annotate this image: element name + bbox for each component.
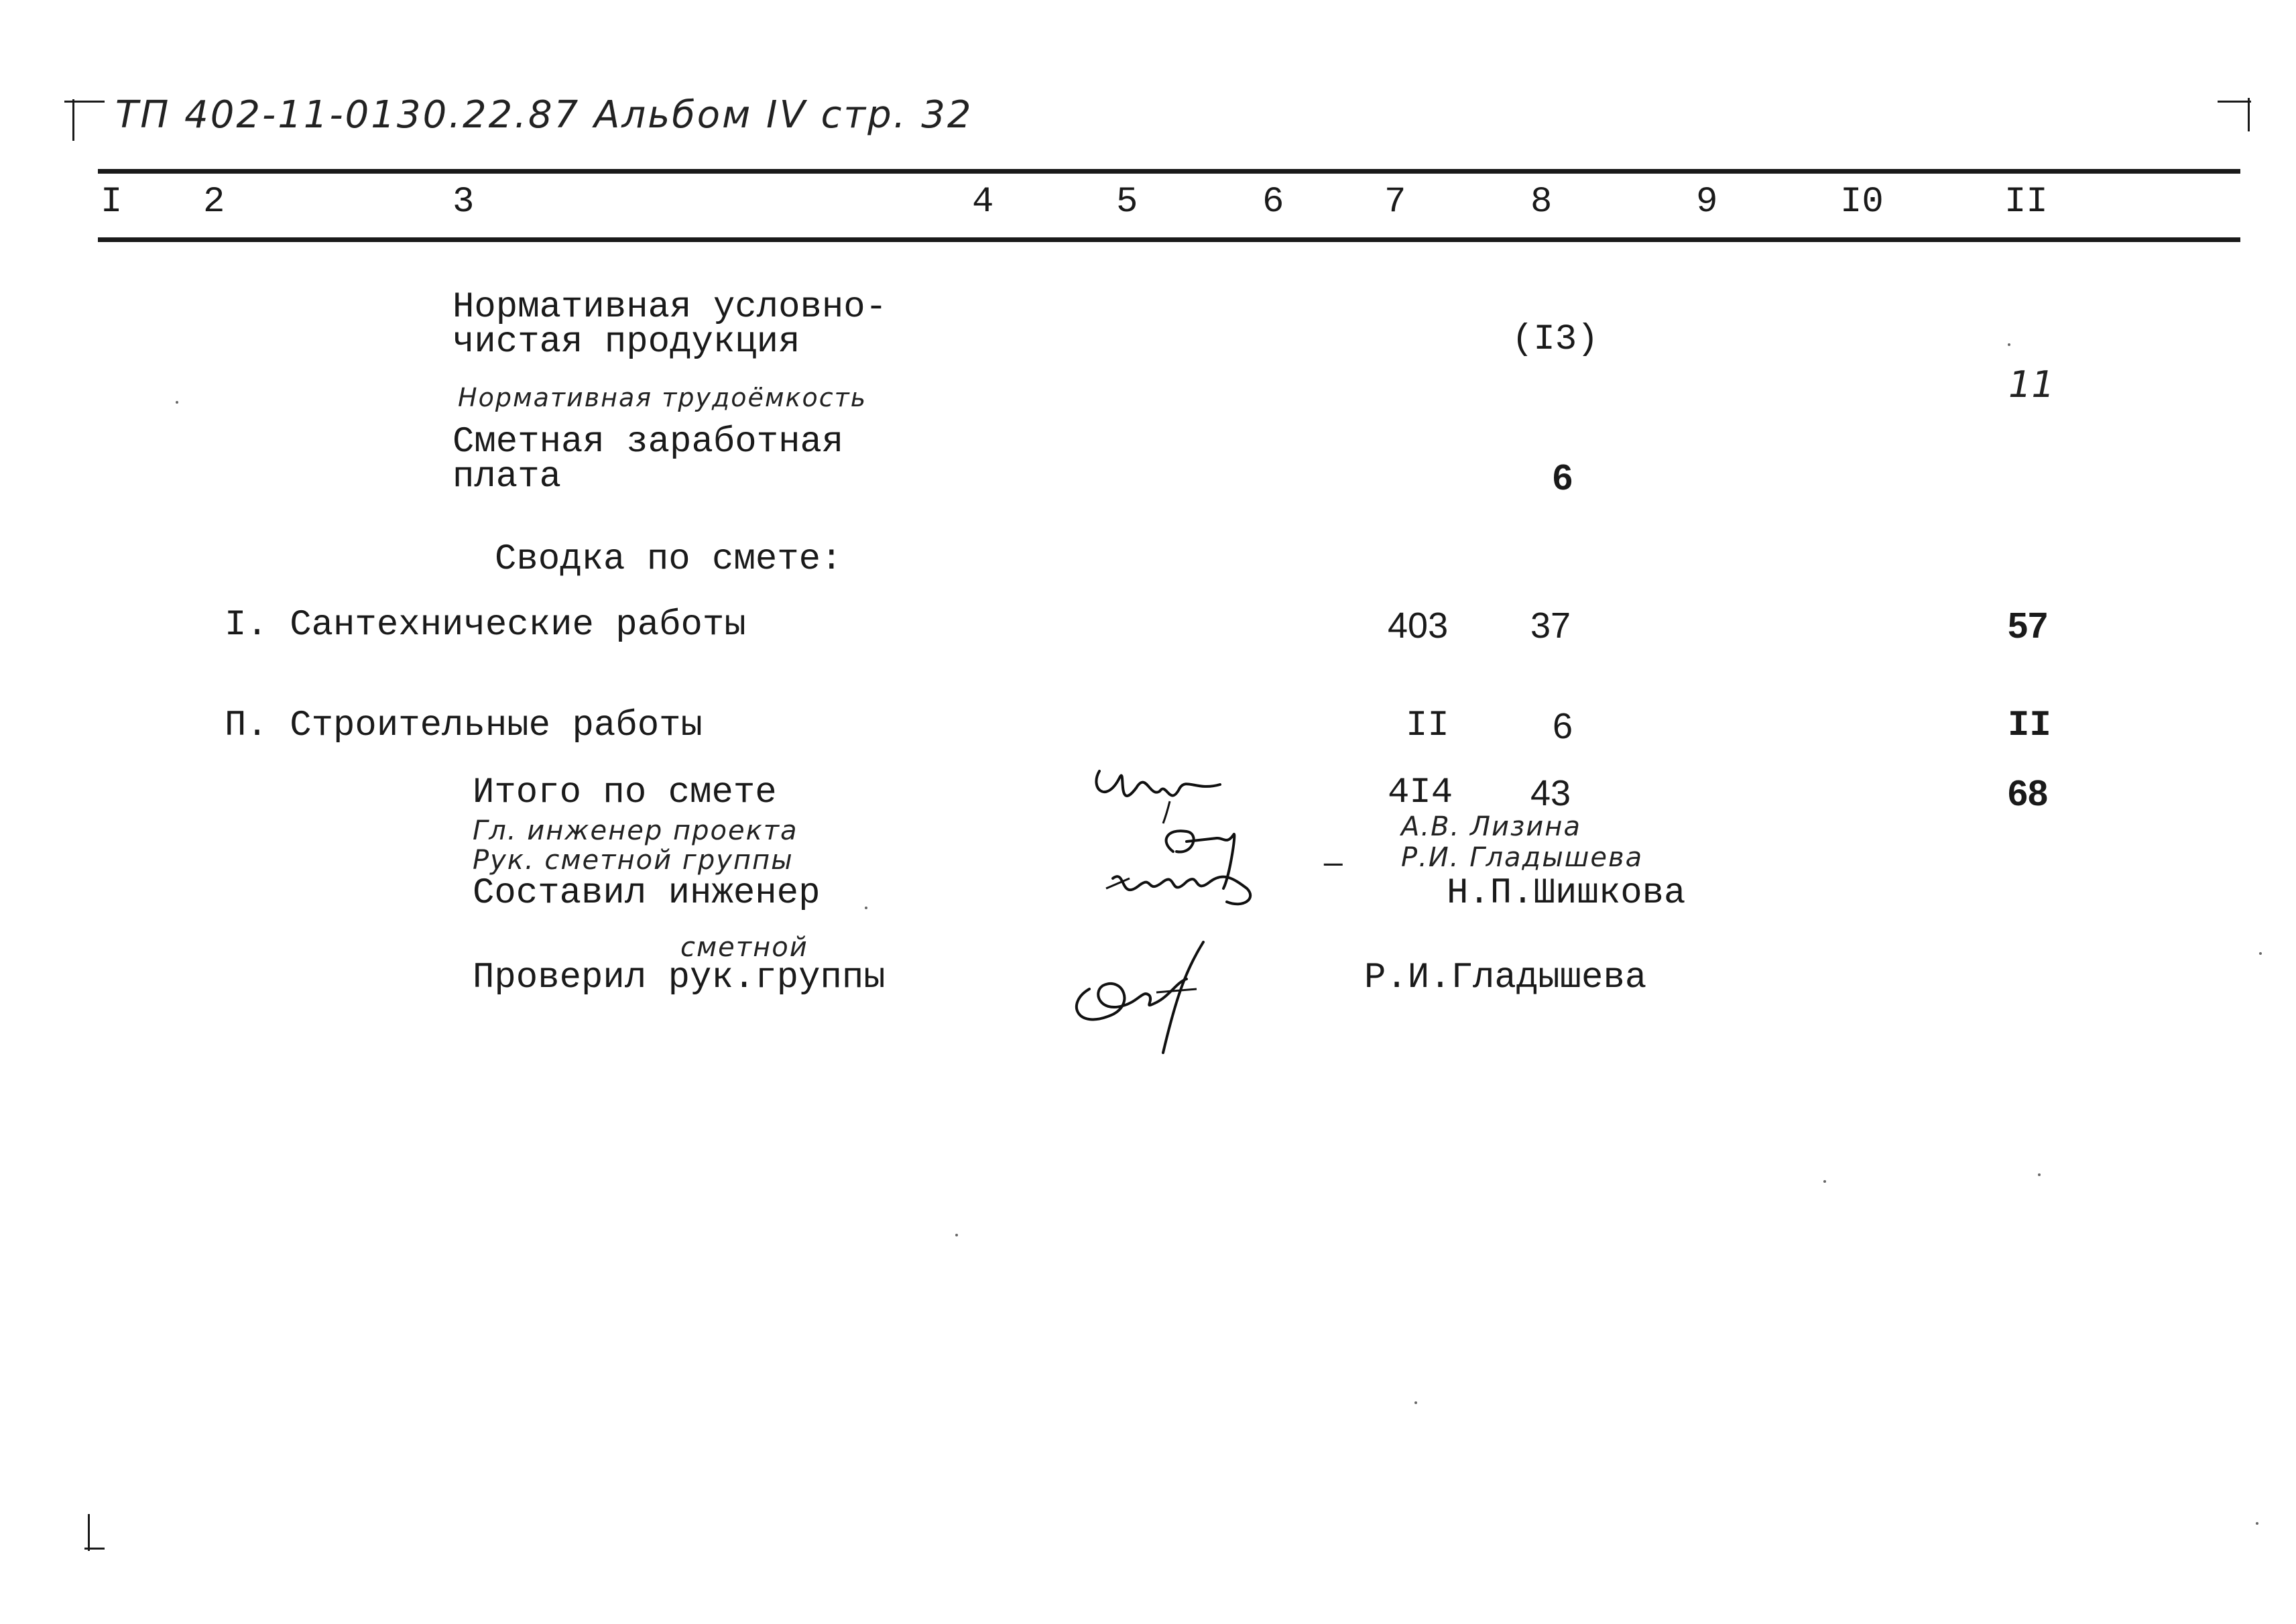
column-header-6: 6 bbox=[1262, 182, 1284, 223]
checked-role: Проверил рук.группы bbox=[473, 958, 886, 998]
column-header-8: 8 bbox=[1530, 182, 1553, 223]
row-construction-col11: II bbox=[2008, 705, 2051, 746]
row-plumbing-col7: 403 bbox=[1388, 605, 1449, 646]
column-header-11: II bbox=[2004, 182, 2048, 223]
row-construction-col7: II bbox=[1406, 705, 1449, 746]
column-header-7: 7 bbox=[1384, 182, 1406, 223]
corner-mark-top-right bbox=[2248, 98, 2250, 131]
compiled-engineer-name: Н.П.Шишкова bbox=[1447, 873, 1686, 914]
column-header-4: 4 bbox=[972, 182, 994, 223]
corner-mark-bottom-left-h bbox=[84, 1548, 105, 1550]
normative-production-line2: чистая продукция bbox=[452, 322, 800, 363]
signature-group-head bbox=[1099, 815, 1301, 922]
total-col8: 43 bbox=[1530, 773, 1571, 813]
scan-speck bbox=[1414, 1401, 1417, 1404]
column-header-10: I0 bbox=[1840, 182, 1884, 223]
total-col7: 4I4 bbox=[1388, 772, 1453, 813]
header-rule-bottom bbox=[98, 237, 2240, 242]
summary-title: Сводка по смете: bbox=[495, 539, 843, 580]
header-stamp: ТП 402-11-0130.22.87 Альбом IV стр. 32 bbox=[115, 93, 973, 137]
estimated-wage-value: 6 bbox=[1553, 457, 1573, 498]
group-head-role: Рук. сметной группы bbox=[473, 845, 794, 876]
chief-engineer-name: А.В. Лизина bbox=[1401, 811, 1581, 842]
header-rule-top bbox=[98, 169, 2240, 174]
scan-speck bbox=[955, 1234, 958, 1236]
estimated-wage-line2: плата bbox=[452, 457, 562, 498]
normative-labor-value: 11 bbox=[2008, 363, 2055, 406]
total-col11: 68 bbox=[2008, 773, 2049, 813]
chief-engineer-role: Гл. инженер проекта bbox=[473, 815, 798, 846]
signature-checked bbox=[1063, 929, 1217, 1056]
column-header-5: 5 bbox=[1116, 182, 1138, 223]
row-plumbing-col8: 37 bbox=[1530, 605, 1571, 646]
scan-speck bbox=[1823, 1180, 1826, 1183]
column-header-3: 3 bbox=[452, 182, 475, 223]
checked-insert-word: сметной bbox=[680, 932, 808, 963]
normative-labor-note: Нормативная трудоёмкость bbox=[458, 383, 867, 412]
normative-production-line1: Нормативная условно- bbox=[452, 287, 888, 328]
row-plumbing-col11: 57 bbox=[2008, 605, 2049, 646]
row-construction-label: П. Строительные работы bbox=[225, 705, 703, 746]
corner-mark-top-right-h bbox=[2218, 101, 2251, 103]
scan-speck bbox=[2038, 1173, 2041, 1176]
normative-production-value: (I3) bbox=[1512, 319, 1599, 360]
scan-speck bbox=[865, 907, 867, 909]
group-head-dash: — bbox=[1324, 847, 1343, 882]
signature-chief bbox=[1086, 751, 1240, 825]
corner-mark-top-left-h bbox=[64, 101, 105, 103]
row-plumbing-label: I. Сантехнические работы bbox=[225, 605, 746, 646]
total-label: Итого по смете bbox=[473, 772, 777, 813]
scan-speck bbox=[2256, 1522, 2258, 1525]
estimated-wage-line1: Сметная заработная bbox=[452, 422, 844, 463]
row-construction-col8: 6 bbox=[1553, 706, 1573, 746]
group-head-name: Р.И. Гладышева bbox=[1401, 842, 1644, 873]
scan-speck bbox=[2259, 952, 2262, 955]
scan-speck bbox=[176, 401, 178, 404]
scan-speck bbox=[2008, 343, 2010, 346]
column-header-9: 9 bbox=[1696, 182, 1718, 223]
corner-mark-top-left bbox=[72, 99, 74, 141]
column-header-2: 2 bbox=[203, 182, 225, 223]
checked-name: Р.И.Гладышева bbox=[1364, 958, 1647, 998]
compiled-engineer-role: Составил инженер bbox=[473, 873, 821, 914]
column-header-1: I bbox=[101, 182, 123, 223]
corner-mark-bottom-left bbox=[88, 1514, 90, 1551]
